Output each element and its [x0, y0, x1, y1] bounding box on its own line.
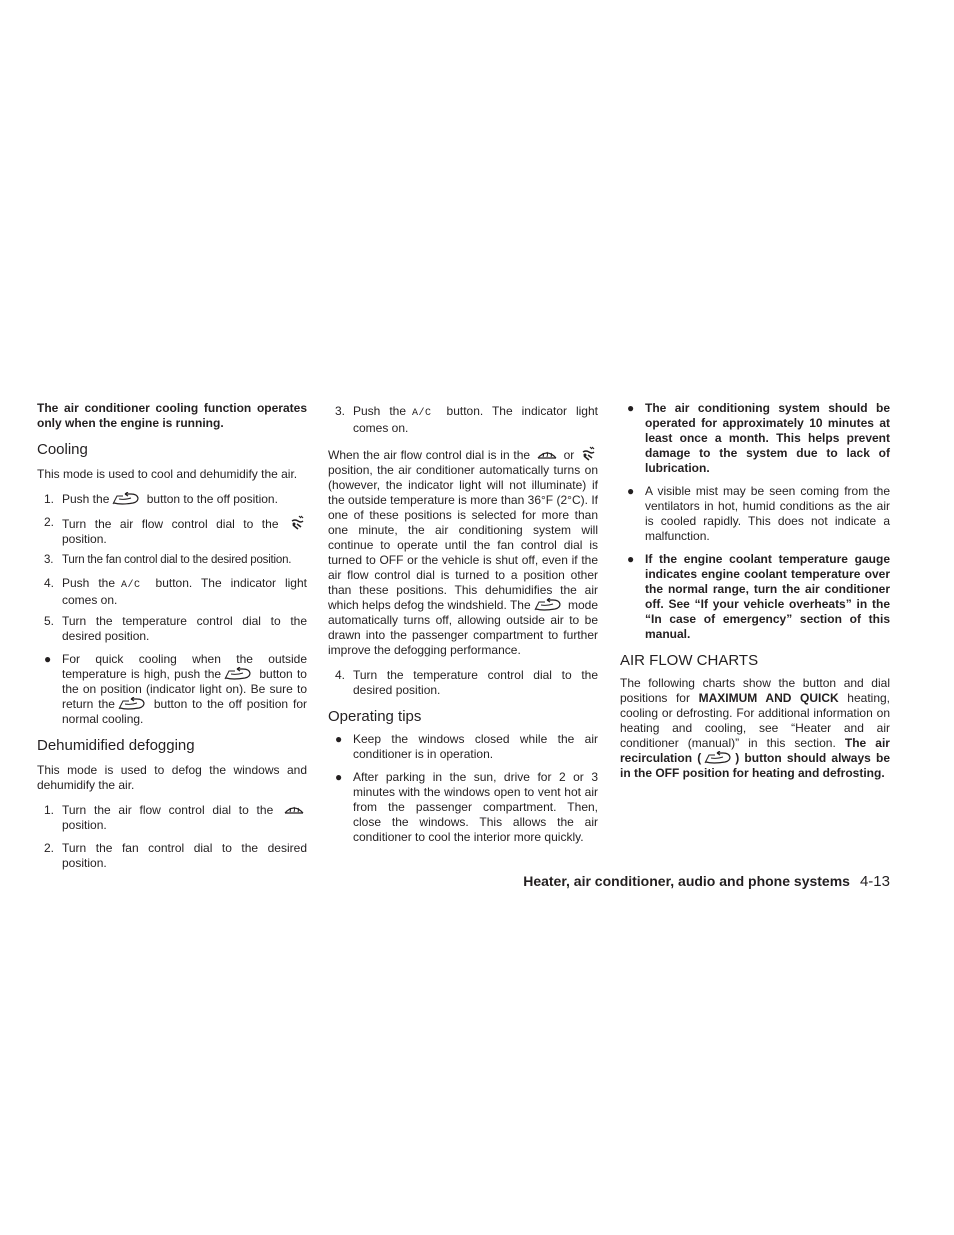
recirculation-icon [111, 492, 141, 506]
cooling-desc: This mode is used to cool and dehumidify the air. [37, 467, 298, 481]
maintenance-bullet: ● The air conditioning system should be operated for approximately 10 minutes at least once a month. This helps prevent damage to the system due to lack of lubrication. [627, 401, 890, 475]
cooling-bullets [37, 652, 307, 727]
overheat-bullet: ● If the engine coolant temperature gauge indicates engine coolant temperature over the normal range, turn the air conditioner off. See “If your vehicle overheats” in the “In case of emergency” section of this manual. [627, 552, 890, 641]
operating-tips-list [328, 732, 598, 845]
defog-steps-continued [328, 401, 598, 436]
defog-step-2: 2. Turn the fan control dial to the desired position. [44, 841, 307, 870]
defrost-icon [283, 803, 305, 817]
defrost-icon [536, 448, 558, 462]
defog-step-4-list [328, 668, 598, 698]
tip-bullet: ● Keep the windows closed while the air conditioner is in operation. [335, 732, 598, 761]
column-2 [328, 401, 598, 845]
cooling-step-3: 3. Turn the fan control dial to the desired position. [44, 554, 292, 566]
mist-bullet: ● A visible mist may be seen coming from the ventilators in hot, humid conditions as the air is cooled rapidly. This does not indicate a malfunction. [627, 484, 890, 543]
tip-bullet: ● After parking in the sun, drive for 2 or 3 minutes with the windows open to vent hot air from the passenger compartment. Then, close the windows. This allows the air conditioner to cool the interior more quickly. [335, 770, 598, 844]
auto-ac-paragraph: When the air flow control dial is in the or position, the air conditioner automatically turns on (however, the indicator light will not illuminate) if the outside temperature is more than 36°F (2°C). If one of these positions is selected for more than one minute, the air conditioning system will continue to operate until the fan control dial is turned to OFF or the vehicle is shut off, even if the air flow control dial is turned to a position other than these positions. This dehumidifies the air which helps defog the windshield. The mode automatically turns off, allowing outside air to be drawn into the passenger compartment to further improve the defogging performance. [328, 448, 598, 657]
operating-tips-heading: Operating tips [328, 708, 422, 725]
footer-section-title: Heater, air conditioner, audio and phone systems [523, 873, 850, 889]
recirculation-icon [703, 751, 733, 765]
maintenance-bullets [620, 401, 890, 642]
defog-steps [37, 803, 307, 871]
bullet-dot: ● [335, 732, 343, 746]
cooling-step-1: 1. Push the button to the off position. [44, 492, 278, 506]
cooling-heading: Cooling [37, 441, 88, 458]
defog-step-4: 4. Turn the temperature control dial to the desired position. [335, 668, 598, 697]
foot-defrost-icon [289, 515, 305, 531]
bullet-dot: ● [627, 552, 635, 566]
recirculation-icon [533, 598, 563, 612]
ac-button-label: A/C [412, 408, 432, 419]
cooling-step-5: 5. Turn the temperature control dial to the desired position. [44, 614, 307, 643]
foot-defrost-icon [580, 446, 596, 462]
quick-cooling-bullet: ● For quick cooling when the outside temperature is high, push the button to the on position (indicator light on). Be sure to return the button to the off position for normal cooling. [44, 652, 307, 726]
air-flow-charts-heading: AIR FLOW CHARTS [620, 652, 759, 669]
cooling-steps [37, 492, 307, 644]
cooling-step-2: 2. Turn the air flow control dial to the position. [37, 515, 307, 547]
column-1 [37, 401, 307, 871]
defog-step-1: 1. Turn the air flow control dial to the position. [37, 803, 307, 833]
cooling-step-4: 4. Push the A/C button. The indicator light comes on. [44, 576, 307, 607]
page-number: 4-13 [859, 873, 890, 890]
page-footer [400, 873, 890, 890]
ac-button-label: A/C [121, 580, 141, 591]
recirculation-icon [223, 667, 253, 681]
bullet-dot: ● [627, 484, 635, 498]
bullet-dot: ● [335, 770, 343, 784]
recirculation-icon [117, 697, 147, 711]
defog-heading: Dehumidified defogging [37, 737, 195, 754]
defog-desc: This mode is used to defog the windows and dehumidify the air. [37, 763, 307, 792]
column-3 [620, 401, 890, 781]
bullet-dot: ● [44, 652, 52, 666]
air-flow-charts-paragraph: The following charts show the button and dial positions for MAXIMUM AND QUICK heating, cooling or defrosting. For additional information on heating and cooling, see “Heater and air conditioner (manual)” in this section. The air recirculation ( ) button should always be in the OFF position for heating and defrosting. [620, 676, 890, 780]
bullet-dot: ● [627, 401, 635, 415]
cooling-intro: The air conditioner cooling function operates only when the engine is running. [37, 401, 307, 430]
defog-step-3: 3. Push the A/C button. The indicator light comes on. [335, 404, 598, 435]
